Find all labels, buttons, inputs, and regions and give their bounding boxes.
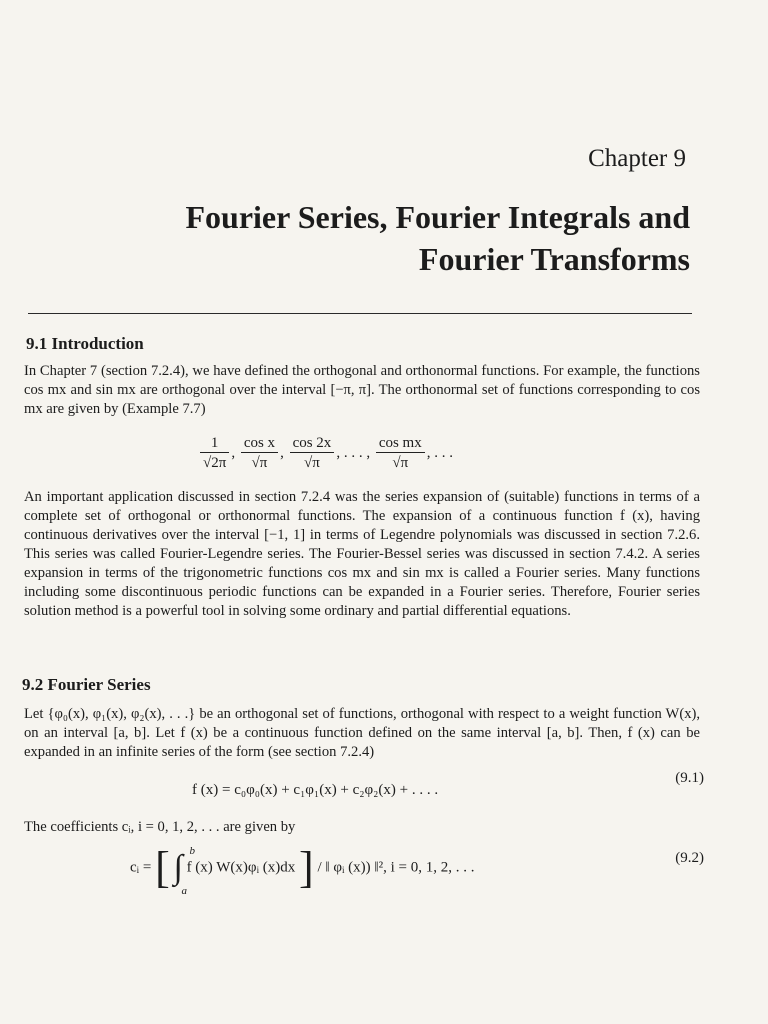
equation-number-9-2: (9.2) xyxy=(675,850,704,866)
equation-number-9-1: (9.1) xyxy=(675,770,704,786)
left-bracket: [ xyxy=(155,843,170,892)
integral-sign: ∫ b a xyxy=(173,845,195,897)
orthonormal-set-formula: $\frac{1}{√2\pi}$ , $\frac{\text{cos x}}{√\pi}$ , $\frac{\cos 2x}{√\pi}$ , . . . , $\frac{\text{cos mx}}{√\pi}$ , . . . xyxy=(198,434,453,473)
fourier-paragraph-1: Let {φ₀(x), φ₁(x), φ₂(x), . . .} be an orthogonal set of functions, orthogonal with respect to a weight function W(x), on an interval [a, b]. Let f (x) be a continuous function defined on the same interval [a, b]. Then, f (x) can be expanded in an infinite series of the form (see section 7.2.4) xyxy=(24,706,700,760)
chapter-title xyxy=(30,196,690,280)
intro-paragraph-1: In Chapter 7 (section 7.2.4), we have defined the orthogonal and orthonormal functions. For example, the functions cos mx and sin mx are orthogonal over the interval [−π, π]. The orthonormal set of functions corresponding to cos mx are given by (Example 7.7) xyxy=(24,363,700,417)
chapter-title-line-1: Fourier Series, Fourier Integrals and xyxy=(185,199,690,235)
eq-9-2-index-range: i = 0, 1, 2, . . . xyxy=(390,859,475,876)
eq-9-2-lhs: cᵢ = xyxy=(130,859,152,876)
section-heading-introduction: 9.1 Introduction xyxy=(26,334,144,353)
equation-9-1: f (x) = c₀φ₀(x) + c₁φ₁(x) + c₂φ₂(x) + . . . . xyxy=(192,782,439,798)
title-rule xyxy=(28,313,692,314)
eq-9-2-integrand: f (x) W(x)φᵢ (x)dx xyxy=(186,859,296,876)
fraction-3: $\frac{\cos 2x}{√\pi}$ xyxy=(290,434,335,473)
fourier-paragraph-2: The coefficients cᵢ, i = 0, 1, 2, . . . are given by xyxy=(24,819,296,835)
right-bracket: ] xyxy=(299,843,314,892)
intro-paragraph-2: An important application discussed in section 7.2.4 was the series expansion of (suitable) functions in terms of a complete set of orthogonal or orthonormal functions. The expansion of a continuous function f (x), having continuous derivatives over the interval [−1, 1] in terms of Legendre polynomials was discussed in section 7.2.6. This series was called Fourier-Legendre series. The Fourier-Bessel series was discussed in section 7.4.2. A series expansion in terms of the trigonometric functions cos mx and sin mx is called a Fourier series. Many functions including some discontinuous periodic functions can be expanded in a Fourier series. Therefore, Fourier series solution method is a powerful tool in solving some ordinary and partial differential equations. xyxy=(24,489,700,619)
fraction-2: $\frac{\text{cos x}}{√\pi}$ xyxy=(241,434,278,473)
section-heading-fourier-series: 9.2 Fourier Series xyxy=(22,675,151,694)
chapter-title-line-2: Fourier Transforms xyxy=(418,241,690,277)
fraction-4: $\frac{\text{cos mx}}{√\pi}$ xyxy=(376,434,425,473)
chapter-label: Chapter 9 xyxy=(588,145,686,172)
fraction-1: $\frac{1}{√2\pi}$ xyxy=(200,434,229,473)
equation-9-2 xyxy=(130,843,475,897)
eq-9-2-divisor: / ‖ φᵢ (x)) ‖², xyxy=(317,859,387,876)
